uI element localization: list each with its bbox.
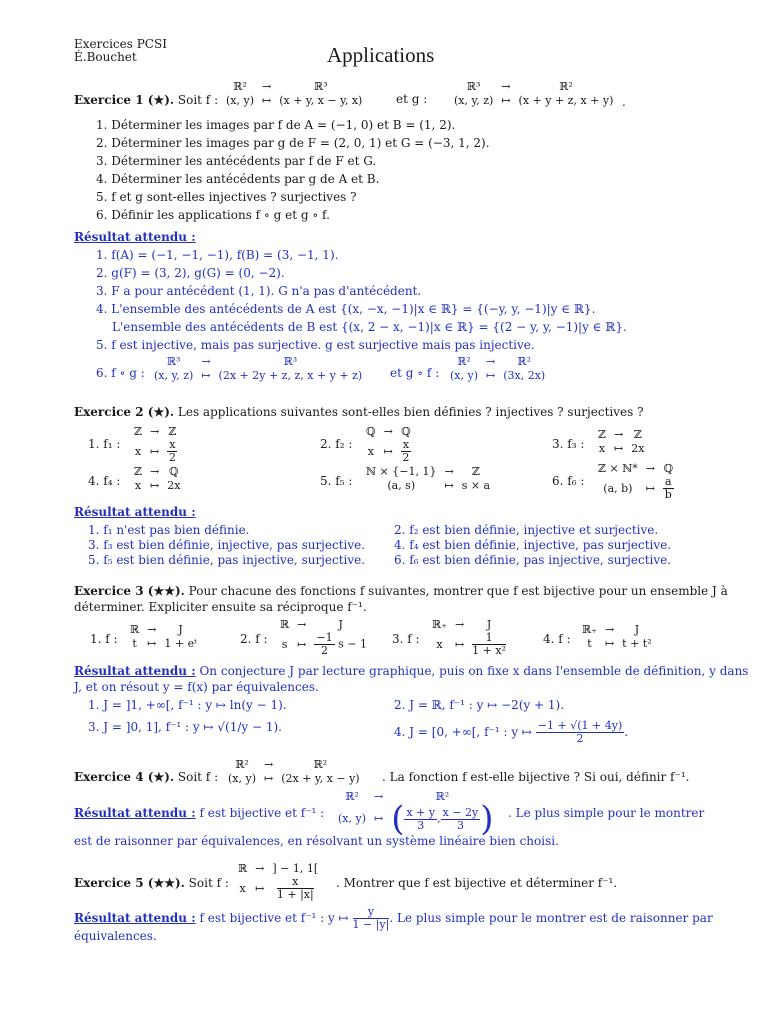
exercise-3-heading: Exercice 3 (★★). Pour chacune des fonctions f suivantes, montrer que f est bijective pour un ensemble J à (74, 584, 728, 598)
ex2-f6-map: ℤ × ℕ* → ℚ (a, b) ↦ $\frac{a}{b}$ (598, 462, 674, 501)
list-item: 2. Déterminer les images par g de F = (2, 0, 1) et G = (−3, 1, 2). (96, 136, 490, 150)
list-item: 5. f est injective, mais pas surjective. g est surjective mais pas injective. (96, 338, 535, 352)
ex3-f1-map: ℝ → J t ↦ 1 + eᵗ (130, 623, 197, 650)
ex2-f5-label: 5. f₅ : (320, 474, 353, 488)
list-item: 1. J = ]1, +∞[, f⁻¹ : y ↦ ln(y − 1). (88, 698, 287, 712)
list-item: 2. J = ℝ, f⁻¹ : y ↦ −2(y + 1). (394, 698, 565, 712)
ex2-f6-label: 6. f₆ : (552, 474, 585, 488)
ex2-f1-map: ℤ → ℤ x ↦ $\frac{x}{2}$ (134, 425, 177, 464)
ex4-result-c: est de raisonner par équivalences, en résolvant un système linéaire bien choisi. (74, 834, 559, 848)
ex3-f3-label: 3. f : (392, 632, 420, 646)
list-item: 3. Déterminer les antécédents par f de F et G. (96, 154, 377, 168)
list-item: 4. f₄ est bien définie, injective, pas surjective. (394, 538, 672, 552)
list-item: 6. f₆ est bien définie, pas injective, surjective. (394, 553, 672, 567)
exercise-5-heading: Exercice 5 (★★). Soit f : (74, 876, 229, 890)
ex4-question: . La fonction f est-elle bijective ? Si oui, définir f⁻¹. (382, 770, 690, 784)
list-item: 5. f₅ est bien définie, pas injective, surjective. (88, 553, 366, 567)
ex4-f-map: ℝ² → ℝ² (x, y) ↦ (2x + y, x − y) (228, 758, 360, 785)
course-name: Exercices PCSI (74, 37, 167, 51)
ex3-result-4: 4. J = [0, +∞[, f⁻¹ : y ↦ $\frac{-1 + √(1 + 4y)}{2}$ . (394, 719, 629, 745)
page-title: Applications (327, 43, 435, 67)
exercise-4-heading: Exercice 4 (★). Soit f : (74, 770, 219, 784)
ex2-f1-label: 1. f₁ : (88, 437, 121, 451)
exercise-2-heading: Exercice 2 (★). Les applications suivantes sont-elles bien définies ? injectives ? surjectives ? (74, 405, 644, 419)
list-item: 4. Déterminer les antécédents par g de A et B. (96, 172, 380, 186)
list-item: 1. Déterminer les images par f de A = (−1, 0) et B = (1, 2). (96, 118, 456, 132)
ex2-f4-label: 4. f₄ : (88, 474, 121, 488)
ex2-f3-label: 3. f₃ : (552, 437, 585, 451)
ex5-result-a: Résultat attendu : f est bijective et f⁻¹ : y ↦ $\frac{y}{1 - |y|}$ . Le plus simple pour le montrer est de raisonner par (74, 905, 713, 931)
ex1-dot: . (622, 95, 626, 109)
list-item: 2. f₂ est bien définie, injective et surjective. (394, 523, 659, 537)
list-item: 2. g(F) = (3, 2), g(G) = (0, −2). (96, 266, 285, 280)
ex3-f2-label: 2. f : (240, 632, 268, 646)
ex4-result-a: Résultat attendu : f est bijective et f⁻¹ : (74, 806, 325, 820)
ex1-r6-gof: et g ∘ f : (390, 366, 440, 380)
ex1-and-g: et g : (396, 92, 428, 106)
list-item: 1. f₁ n'est pas bien définie. (88, 523, 250, 537)
ex1-result-label: Résultat attendu : (74, 230, 196, 244)
list-item: 3. f₃ est bien définie, injective, pas surjective. (88, 538, 366, 552)
ex2-f2-map: ℚ → ℚ x ↦ $\frac{x}{2}$ (366, 425, 411, 464)
list-item: 3. J = ]0, 1], f⁻¹ : y ↦ √(1/y − 1). (88, 720, 282, 734)
ex1-fog-map: ℝ³ → ℝ³ (x, y, z) ↦ (2x + 2y + z, z, x + y + z) (154, 355, 363, 382)
ex3-question-line2: déterminer. Expliciter ensuite sa réciproque f⁻¹. (74, 600, 367, 614)
ex3-result-line2: J, et on résout y = f(x) par équivalences. (74, 680, 319, 694)
ex3-f4-label: 4. f : (543, 632, 571, 646)
list-item: 3. F a pour antécédent (1, 1). G n'a pas d'antécédent. (96, 284, 422, 298)
ex2-f3-map: ℤ → ℤ x ↦ 2x (598, 428, 645, 455)
ex2-f2-label: 2. f₂ : (320, 437, 353, 451)
ex1-gof-map: ℝ² → ℝ² (x, y) ↦ (3x, 2x) (450, 355, 546, 382)
ex2-f4-map: ℤ → ℚ x ↦ 2x (134, 465, 181, 492)
author-name: É.Bouchet (74, 50, 137, 64)
ex2-results-left (88, 523, 365, 568)
ex3-f2-map: ℝ → J s ↦ $\frac{-1}{2}$ s − 1 (280, 618, 367, 657)
list-item: 4. L'ensemble des antécédents de A est {(x, −x, −1)|x ∈ ℝ} = {(−y, y, −1)|y ∈ ℝ}. (96, 302, 596, 316)
ex5-result-c: équivalences. (74, 929, 157, 943)
list-item: 1. f(A) = (−1, −1, −1), f(B) = (3, −1, 1). (96, 248, 339, 262)
ex1-r6-fog: 6. f ∘ g : (96, 366, 145, 380)
ex3-f1-label: 1. f : (90, 632, 118, 646)
ex1-g-map: ℝ³ → ℝ² (x, y, z) ↦ (x + y + z, x + y) (454, 80, 614, 107)
list-item: L'ensemble des antécédents de B est {(x, 2 − x, −1)|x ∈ ℝ} = {(2 − y, y, −1)|y ∈ ℝ}. (112, 320, 627, 334)
list-item: 5. f et g sont-elles injectives ? surjectives ? (96, 190, 357, 204)
ex1-results (96, 248, 627, 356)
ex3-result-line1: Résultat attendu : On conjecture J par lecture graphique, puis on fixe x dans l'ensemble de définition, y dans (74, 664, 749, 678)
ex1-questions (96, 118, 490, 226)
ex3-f4-map: ℝ₊ → J t ↦ t + t² (582, 623, 652, 650)
ex2-results-right (394, 523, 671, 568)
ex2-f5-map: ℕ × {−1, 1} → ℤ (a, s) ↦ s × a (366, 465, 491, 492)
ex1-f-map: ℝ² → ℝ³ (x, y) ↦ (x + y, x − y, x) (226, 80, 363, 107)
ex4-inverse-map: ℝ² → ℝ² (x, y) ↦ ( $\frac{x + y}{3}$ , $\frac{x - 2y}{3}$ ) (338, 790, 494, 839)
ex5-f-map: ℝ → ] − 1, 1[ x ↦ $\frac{x}{1 + |x|}$ (238, 862, 319, 901)
ex3-f3-map: ℝ₊ → J x ↦ $\frac{1}{\text{1 + x²}}$ (432, 618, 506, 657)
exercise-1-heading: Exercice 1 (★). Soit f : (74, 93, 219, 107)
ex4-result-b: . Le plus simple pour le montrer (508, 806, 705, 820)
ex5-question: . Montrer que f est bijective et déterminer f⁻¹. (336, 876, 618, 890)
list-item: 6. Définir les applications f ∘ g et g ∘ f. (96, 208, 330, 222)
ex2-result-label: Résultat attendu : (74, 505, 196, 519)
